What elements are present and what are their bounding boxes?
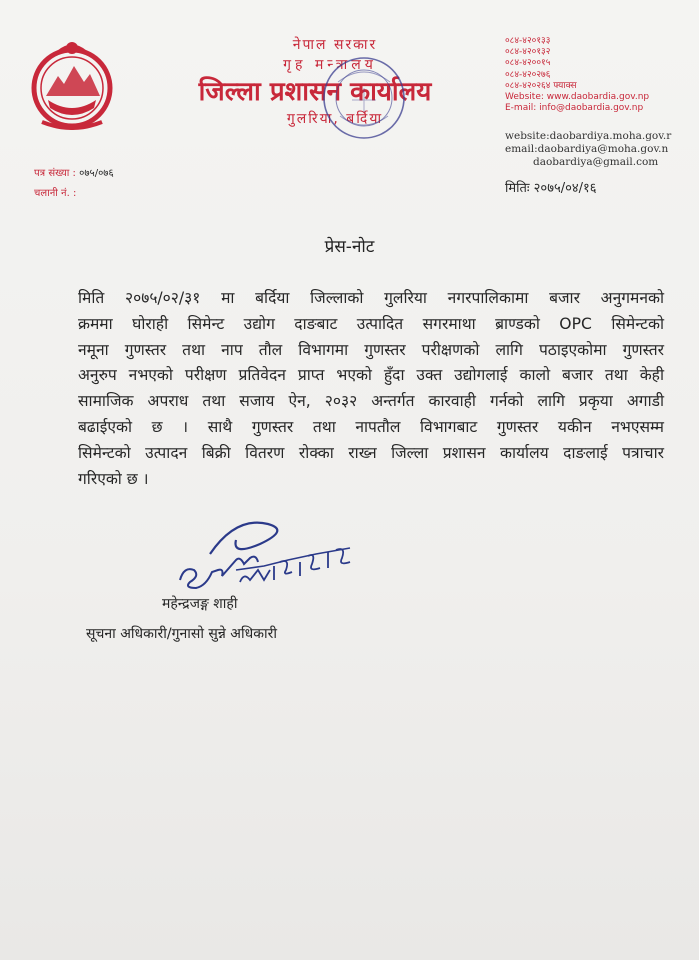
phone-line: ०८४-४२०१३२ xyxy=(505,47,551,58)
body-line: सामाजिक अपराध तथा सजाय ऐन, २०३२ अन्तर्गत कारवाही गर्नको लागि प्रकृया अगाडी xyxy=(78,392,664,411)
ministry-name: गृह मन्त्रालय xyxy=(283,57,377,73)
gmail-text: daobardiya@gmail.com xyxy=(533,156,659,168)
body-line: सिमेन्टको उत्पादन बिक्री वितरण रोक्का राख्न जिल्ला प्रशासन कार्यालय दाङलाई पत्राचार xyxy=(78,443,664,462)
contact-phones xyxy=(505,36,649,114)
signatory-role: सूचना अधिकारी/गुनासो सुन्ने अधिकारी xyxy=(86,626,277,642)
patra-label: पत्र संख्या : xyxy=(34,168,76,179)
body-line: बढाईएको छ । साथै गुणस्तर तथा नापतौल विभागबाट गुणस्तर यकीन नभएसम्म xyxy=(78,417,664,436)
contact-online xyxy=(505,130,671,169)
body-line: गरिएको छ । xyxy=(78,469,149,488)
website-text: website:daobardiya.moha.gov.r xyxy=(505,130,672,142)
patra-value: ०७५/०७६ xyxy=(79,168,114,179)
email-text: email:daobardiya@moha.gov.n xyxy=(505,143,669,155)
body-line: मिति २०७५/०२/३१ मा बर्दिया जिल्लाको गुलरिया नगरपालिकामा बजार अनुगमनको xyxy=(78,289,664,307)
email-red: E-mail: info@daobardia.gov.np xyxy=(505,103,644,114)
body-line: नमूना गुणस्तर तथा नाप तौल विभागमा गुणस्तर परीक्षणको लागि पठाइएकोमा गुणस्तर xyxy=(78,340,664,359)
signatory-name: महेन्द्रजङ्ग शाही xyxy=(162,596,238,612)
fax-line: ०८४-४२०२६४ फ्याक्स xyxy=(505,80,577,91)
phone-line: ०८४-४२००१५ xyxy=(505,58,551,69)
phone-line: ०८४-४२०१३३ xyxy=(505,36,551,46)
nepal-emblem-icon xyxy=(28,38,116,130)
body-line: अनुरुप नभएको परीक्षण प्रतिवेदन प्राप्त भएको हुँदा उक्त उद्योगलाई कालो बजार तथा केही xyxy=(78,366,664,385)
letter-date: मितिः २०७५/०४/१६ xyxy=(505,181,597,196)
website-red: Website: www.daobardia.gov.np xyxy=(505,92,650,103)
govt-name: नेपाल सरकार xyxy=(292,37,378,53)
letterhead xyxy=(170,36,460,130)
office-name: जिल्ला प्रशासन कार्यालय xyxy=(198,77,432,107)
office-seal-stamp xyxy=(318,52,410,144)
page-title: प्रेस-नोट xyxy=(324,237,375,257)
phone-line: ०८४-४२०२७६ xyxy=(505,69,551,80)
chalani-label: चलानी नं. : xyxy=(34,188,77,199)
reference-block xyxy=(34,164,114,204)
body-line: क्रममा घोराही सिमेन्ट उद्योग दाङबाट उत्पादित सगरमाथा ब्राण्डको OPC सिमेन्टको xyxy=(78,314,664,333)
press-note-body xyxy=(78,286,664,492)
office-place: गुलरिया, बर्दिया xyxy=(286,111,384,127)
